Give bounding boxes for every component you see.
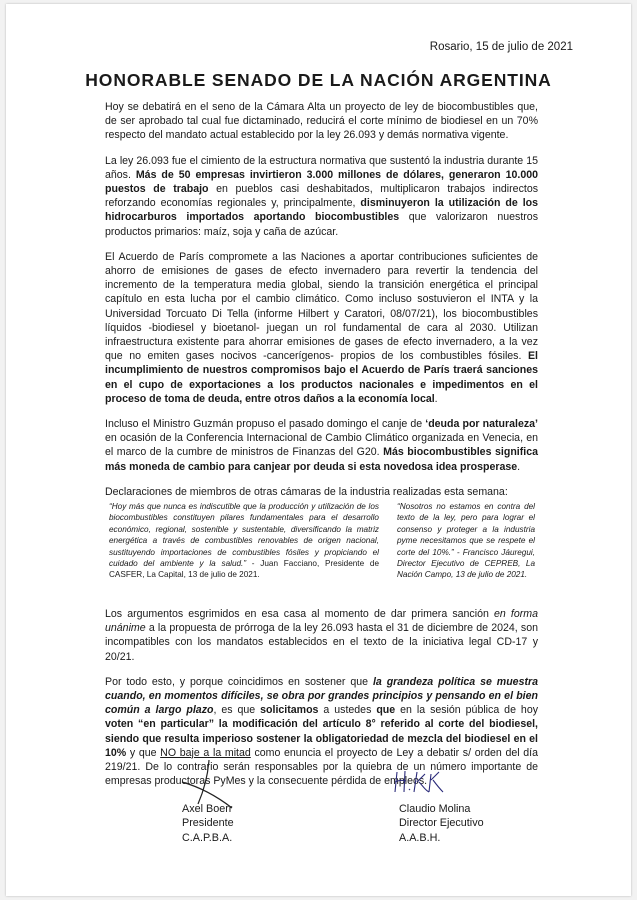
signature-block-right xyxy=(399,802,484,845)
document-page xyxy=(6,4,631,896)
signer-role: Director Ejecutivo xyxy=(399,817,484,830)
signer-name: Claudio Molina xyxy=(399,803,471,815)
letter-body-top xyxy=(105,100,538,510)
signer-name: Axel Boerr xyxy=(182,803,233,815)
bold-run: que xyxy=(376,704,396,717)
bold-run: ‘deuda por naturaleza’ xyxy=(425,418,538,431)
signature-right-drawing xyxy=(391,766,461,796)
text-run: en la sesión pública de hoy xyxy=(395,704,539,717)
paragraph-intro xyxy=(105,100,538,143)
paragraph-request xyxy=(105,675,538,789)
text-run: Hoy se debatirá en el seno de la Cámara Alta un proyecto de ley de biocombustibles que, de ser aprobado tal cual fue dictaminado, reducirá el corte mínimo de biodiesel en un 70% respecto del mandato actual establecido por la ley 26.093 y demás normativa vigente. xyxy=(105,101,538,142)
bold-run: Más de 50 empresas invirtieron 3.000 millones de dólares, generaron 10.000 puestos de trabajo xyxy=(105,168,538,196)
text-run: y que xyxy=(126,746,161,759)
text-run: Incluso el Ministro Guzmán propuso el pasado domingo el canje de xyxy=(105,418,426,431)
text-run: . xyxy=(517,460,521,473)
text-run: en pueblos casi deshabitados, multiplicaron trabajos indirectos reforzando economías regionales y, principalmente, xyxy=(105,183,539,210)
bold-run: Más biocombustibles significa más moneda de cambio para canjear por deuda si esta novedosa idea prosperase xyxy=(105,446,538,473)
quote-attribution: - Juan Facciano, Presidente de CASFER, La Capital, 13 de julio de 2021. xyxy=(109,559,379,580)
underline-run: NO baje a la mitad xyxy=(160,746,251,759)
paragraph-paris-agreement xyxy=(105,250,538,406)
paragraph-arguments xyxy=(105,607,538,664)
text-run: El Acuerdo de París compromete a las Naciones a aportar contribuciones suficientes de ahorro de emisiones de gases de efecto invernadero para revertir la tendencia del incremento de la temperatura media global, siendo la transición energética el principal capítulo en esta lucha por el cambio climático. Como incluso sostuvieron el INTA y la Universidad Torcuato Di Tella (informe Hilbert y Caratori, 08/07/21), los biocombustibles líquidos -biodiesel y bioetanol- juegan un rol fundamental de cara al 2030. Utilizan infraestructura existente para ahorrar emisiones de gases de efecto invernadero, a la vez que no emiten gases nocivos -cancerígenos- propios de los combustibles fósiles. xyxy=(105,250,538,363)
paragraph-debt-swap xyxy=(105,417,538,474)
text-run: a la propuesta de prórroga de la ley 26.093 hasta el 31 de diciembre de 2024, son incompatibles con los mandatos establecidos en el texto de la iniciativa legal CD-17 y 20/21. xyxy=(105,622,538,663)
paragraph-declarations xyxy=(105,485,538,499)
document-date: Rosario, 15 de julio de 2021 xyxy=(429,41,573,53)
text-run: como enuncia el proyecto de Ley a debatir s/ orden del día 219/21. De lo contrario serán responsables por la quiebra de un número importante de empresas productoras PyMes y la consecuente pérdida de empleos. xyxy=(105,746,538,788)
text-run: que valorizaron nuestros productos primarios: maíz, soja y caña de azúcar. xyxy=(105,211,538,238)
text-run: Los argumentos esgrimidos en esa casa al momento de dar primera sanción xyxy=(105,608,494,620)
paragraph-law-history xyxy=(105,154,538,239)
italic-run: en forma unánime xyxy=(105,608,538,635)
text-run: a ustedes xyxy=(318,704,377,717)
quote-casfer xyxy=(109,501,379,581)
quotes-section xyxy=(105,501,538,591)
quote-attribution: - Francisco Jáuregui, Director Ejecutivo de CEPREB, La Nación Campo, 13 de julio de 2021. xyxy=(397,547,535,580)
quote-cepreb xyxy=(397,501,535,581)
quote-text: “Hoy más que nunca es indiscutible que la producción y utilización de los biocombustibles constituyen pilares fundamentales para el desarrollo económico, regional, sostenible y sustentable, diversificando la matriz energética a través de combustibles renovables de origen nacional, sustituyendo importaciones de combustibles fósiles y propiciando el cuidado del ambiente y la salud.” xyxy=(109,502,379,569)
bold-run: voten “en particular” la modificación del artículo 8° referido al corte del biodiesel, siendo que resulta imperioso sostener la obligatoriedad de mezcla del biodiesel en el 10% xyxy=(105,718,538,759)
text-run: en ocasión de la Conferencia Internacional de Cambio Climático organizada en Venecia, en el marco de la cumbre de ministros de Finanzas del G20. xyxy=(105,432,538,459)
document-title: HONORABLE SENADO DE LA NACIÓN ARGENTINA xyxy=(85,70,552,90)
signature-block-left xyxy=(182,802,234,845)
text-run: . xyxy=(434,392,438,405)
bold-italic-run: la grandeza política se muestra cuando, en momentos difíciles, se obra por grandes principios y pensando en el bien común a largo plazo xyxy=(105,675,539,717)
bold-run: solicitamos xyxy=(260,704,319,717)
text-run: Por todo esto, y porque coincidimos en sostener que xyxy=(105,675,373,688)
signer-role: Presidente xyxy=(182,817,234,830)
signer-org: A.A.B.H. xyxy=(399,831,441,844)
text-run: La ley 26.093 fue el cimiento de la estructura normativa que sustentó la industria durante 15 años. xyxy=(105,154,538,181)
signer-org: C.A.P.B.A. xyxy=(182,831,233,844)
quote-text: “Nosotros no estamos en contra del texto de la ley, pero para lograr el consenso y proteger a la industria pyme necesitamos que se respete el corte del 10%.” xyxy=(397,502,535,557)
bold-run: disminuyeron la utilización de los hidrocarburos importados aportando biocombustibles xyxy=(105,197,539,224)
text-run: Declaraciones de miembros de otras cámaras de la industria realizadas esta semana: xyxy=(105,485,508,498)
letter-body-bottom xyxy=(105,607,538,799)
bold-run: El incumplimiento de nuestros compromisos bajo el Acuerdo de París traerá sanciones en el cupo de exportaciones a los productos nacionales e impedimentos en el proceso de toma de deuda, entre otros daños a la economía local xyxy=(105,350,538,405)
text-run: , es que xyxy=(213,704,261,717)
